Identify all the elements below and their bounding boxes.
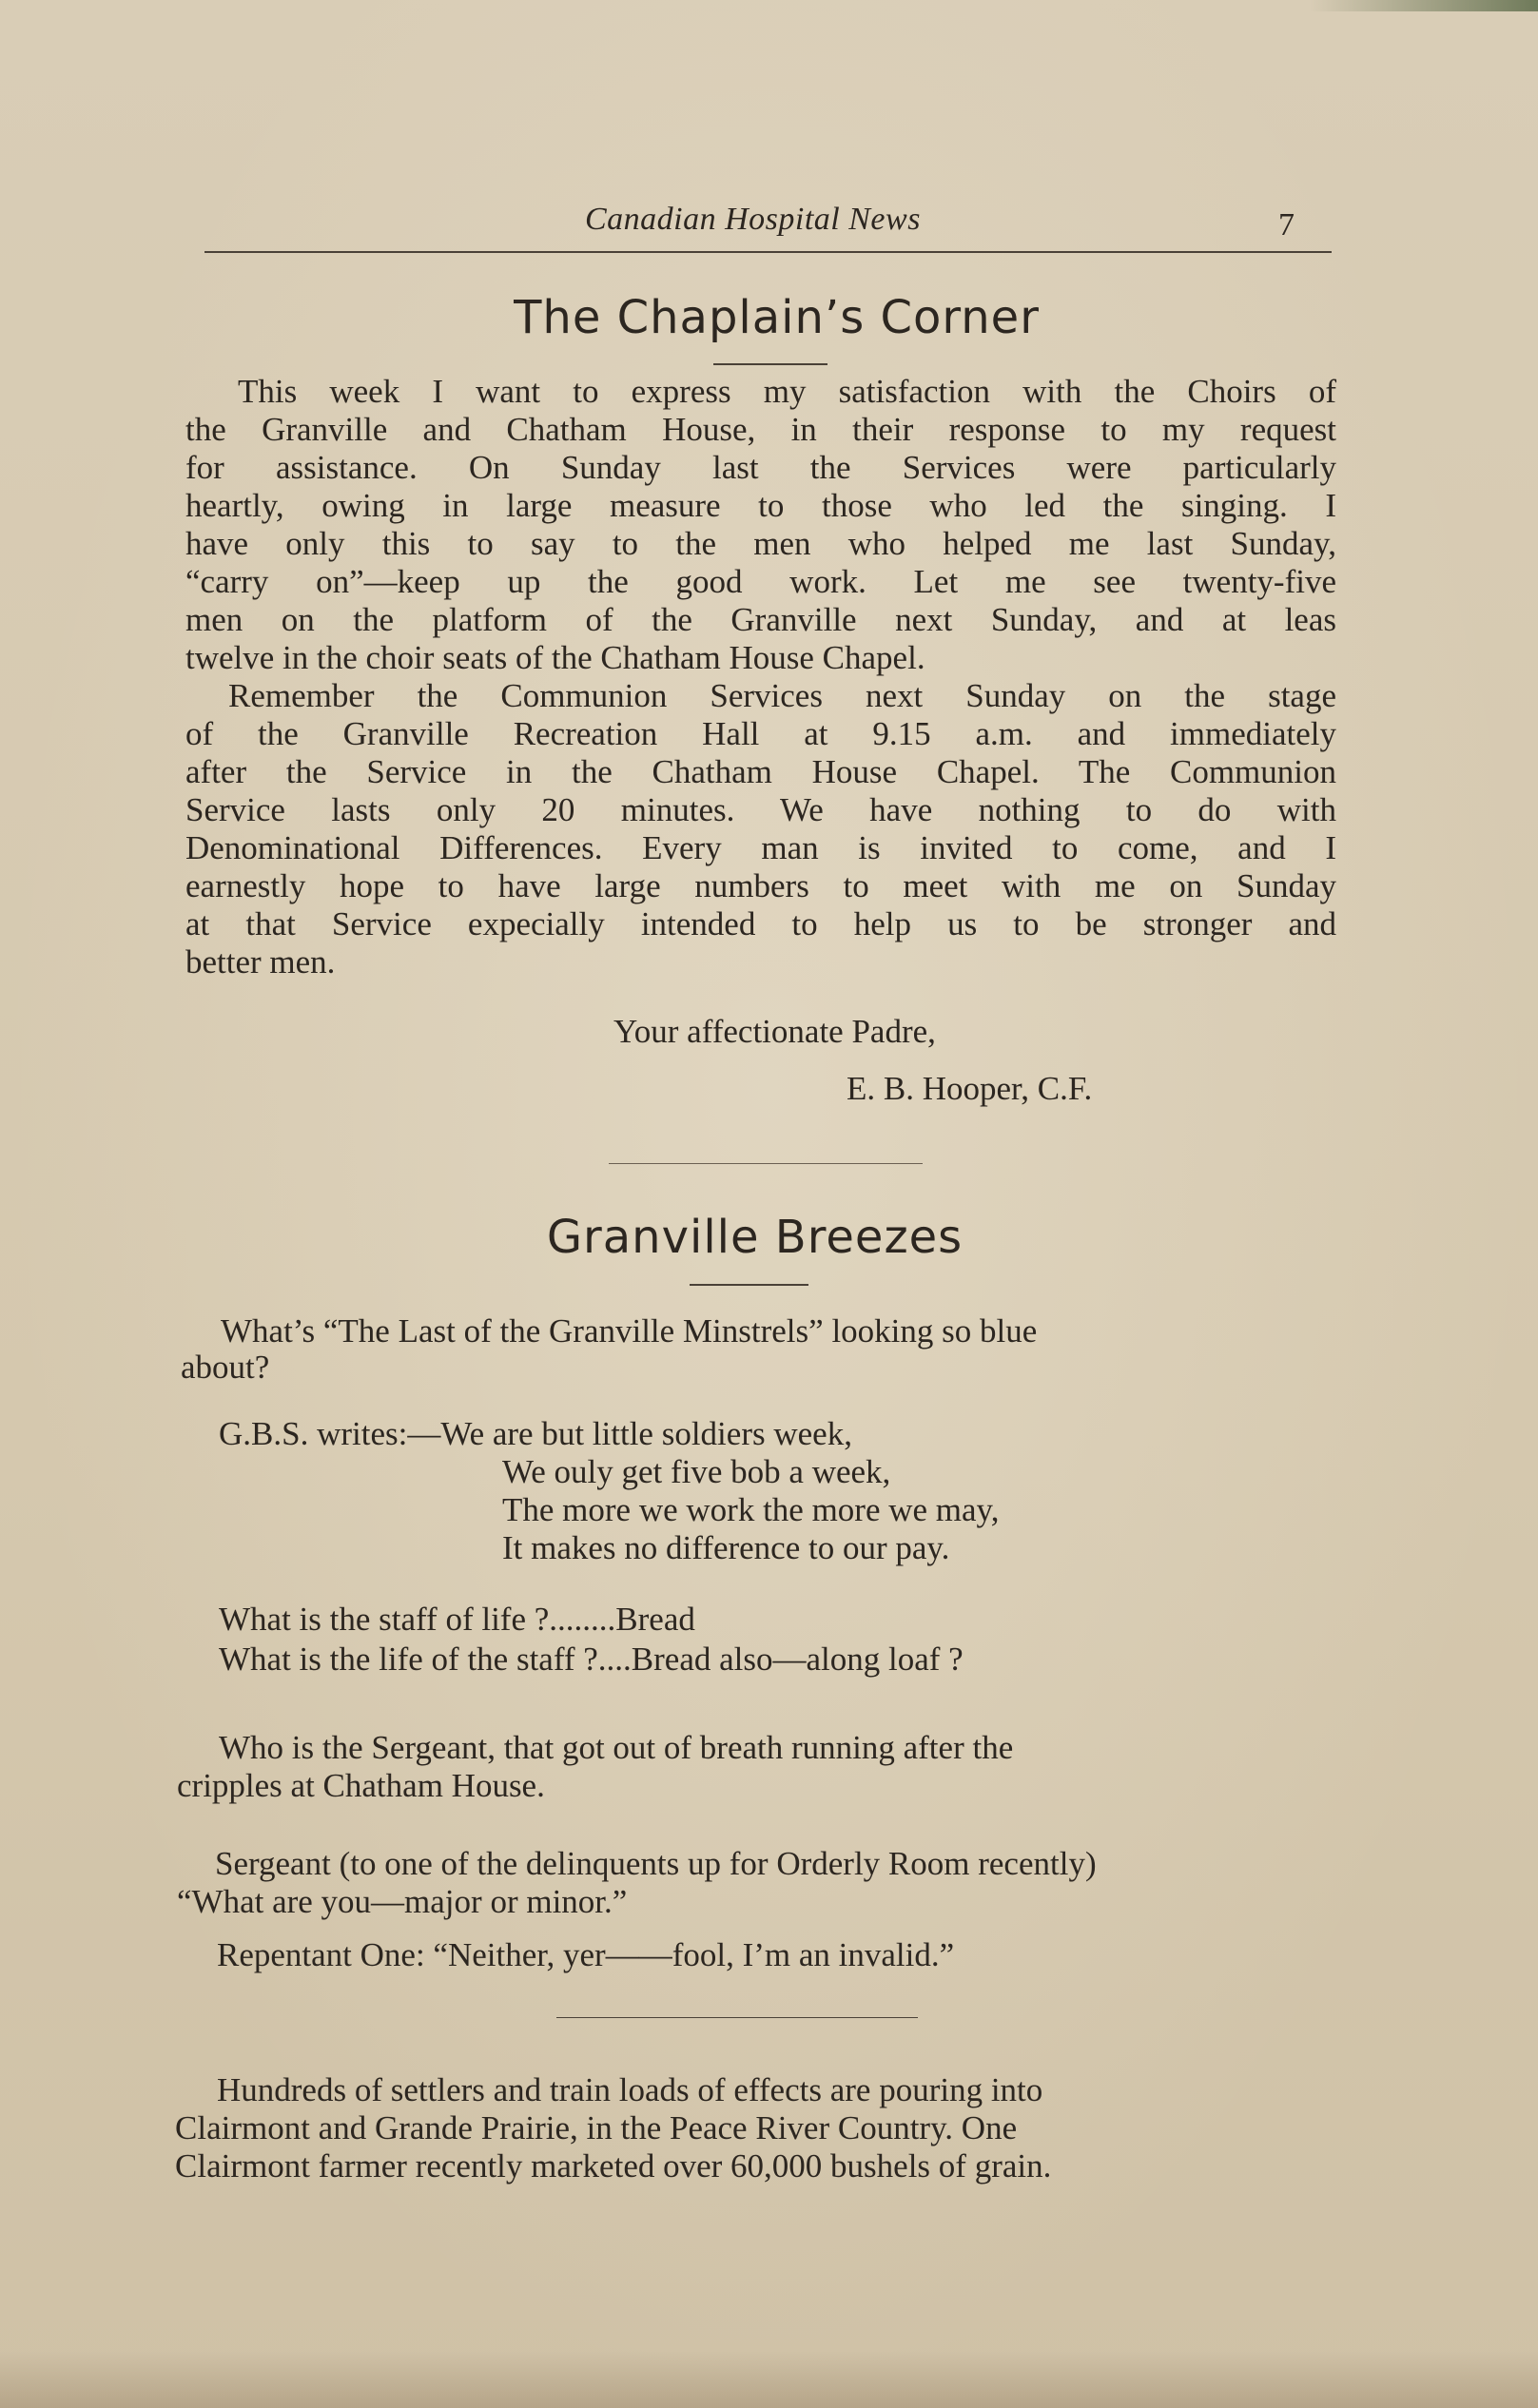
gbs-intro: G.B.S. writes:—We are but little soldiers week, [219, 1415, 852, 1452]
chaplain-line: “carry on”—keep up the good work. Let me see twenty-five [185, 563, 1336, 600]
section-divider [609, 1163, 923, 1164]
chaplain-line: heartly, owing in large measure to those who led the singing. I [185, 487, 1336, 524]
breezes-item-line: What’s “The Last of the Granville Minstrels” looking so blue [221, 1312, 1038, 1350]
page-bottom-shadow [0, 2351, 1538, 2408]
repentant-line: Repentant One: “Neither, yer——fool, I’m an invalid.” [217, 1936, 955, 1973]
settlers-line: Hundreds of settlers and train loads of effects are pouring into [217, 2071, 1043, 2108]
qa-line: What is the life of the staff ?....Bread also—along loaf ? [219, 1641, 964, 1678]
page-number: 7 [1278, 207, 1295, 243]
delinquent-line: Sergeant (to one of the delinquents up for Orderly Room recently) [215, 1845, 1097, 1882]
chaplain-line: of the Granville Recreation Hall at 9.15 a.m. and immediately [185, 715, 1336, 752]
header-rule [204, 251, 1332, 253]
chaplain-line: for assistance. On Sunday last the Services were particularly [185, 449, 1336, 486]
chaplain-line: have only this to say to the men who helped me last Sunday, [185, 525, 1336, 562]
qa-line: What is the staff of life ?........Bread [219, 1601, 695, 1638]
chaplain-line: the Granville and Chatham House, in their response to my request [185, 411, 1336, 448]
chaplain-line: This week I want to express my satisfaction with the Choirs of [238, 373, 1336, 410]
poem-line: We ouly get five bob a week, [502, 1453, 891, 1490]
chaplain-line: Remember the Communion Services next Sunday on the stage [228, 677, 1336, 714]
chaplain-line: better men. [185, 943, 336, 981]
poem-line: It makes no difference to our pay. [502, 1529, 950, 1566]
chaplain-line: at that Service expecially intended to help us to be stronger and [185, 905, 1336, 942]
breezes-heading: Granville Breezes [546, 1211, 964, 1264]
chaplain-closing: Your affectionate Padre, [613, 1013, 936, 1050]
chaplain-signature: E. B. Hooper, C.F. [847, 1070, 1093, 1107]
breezes-item-line: about? [181, 1349, 270, 1386]
chaplain-line: after the Service in the Chatham House Chapel. The Communion [185, 753, 1336, 790]
chaplain-line: Denominational Differences. Every man is invited to come, and I [185, 829, 1336, 866]
chaplain-line: twelve in the choir seats of the Chatham House Chapel. [185, 639, 925, 676]
chaplain-line: earnestly hope to have large numbers to meet with me on Sunday [185, 867, 1336, 904]
sergeant-line: cripples at Chatham House. [177, 1767, 545, 1804]
breezes-heading-rule [690, 1284, 808, 1286]
running-head: Canadian Hospital News [585, 202, 921, 237]
chaplain-line: men on the platform of the Granville next Sunday, and at leas [185, 601, 1336, 638]
poem-line: The more we work the more we may, [502, 1491, 1000, 1528]
page-edge-tint [1310, 0, 1538, 11]
chaplain-line: Service lasts only 20 minutes. We have nothing to do with [185, 791, 1336, 828]
item-divider [556, 2017, 918, 2018]
delinquent-line: “What are you—major or minor.” [177, 1883, 628, 1920]
sergeant-line: Who is the Sergeant, that got out of breath running after the [219, 1729, 1014, 1766]
chaplain-body [185, 373, 1336, 981]
chaplain-heading: The Chaplain’s Corner [514, 291, 1040, 344]
settlers-line: Clairmont and Grande Prairie, in the Peace River Country. One [175, 2109, 1018, 2146]
chaplain-heading-rule [713, 363, 827, 365]
settlers-line: Clairmont farmer recently marketed over 60,000 bushels of grain. [175, 2147, 1052, 2185]
